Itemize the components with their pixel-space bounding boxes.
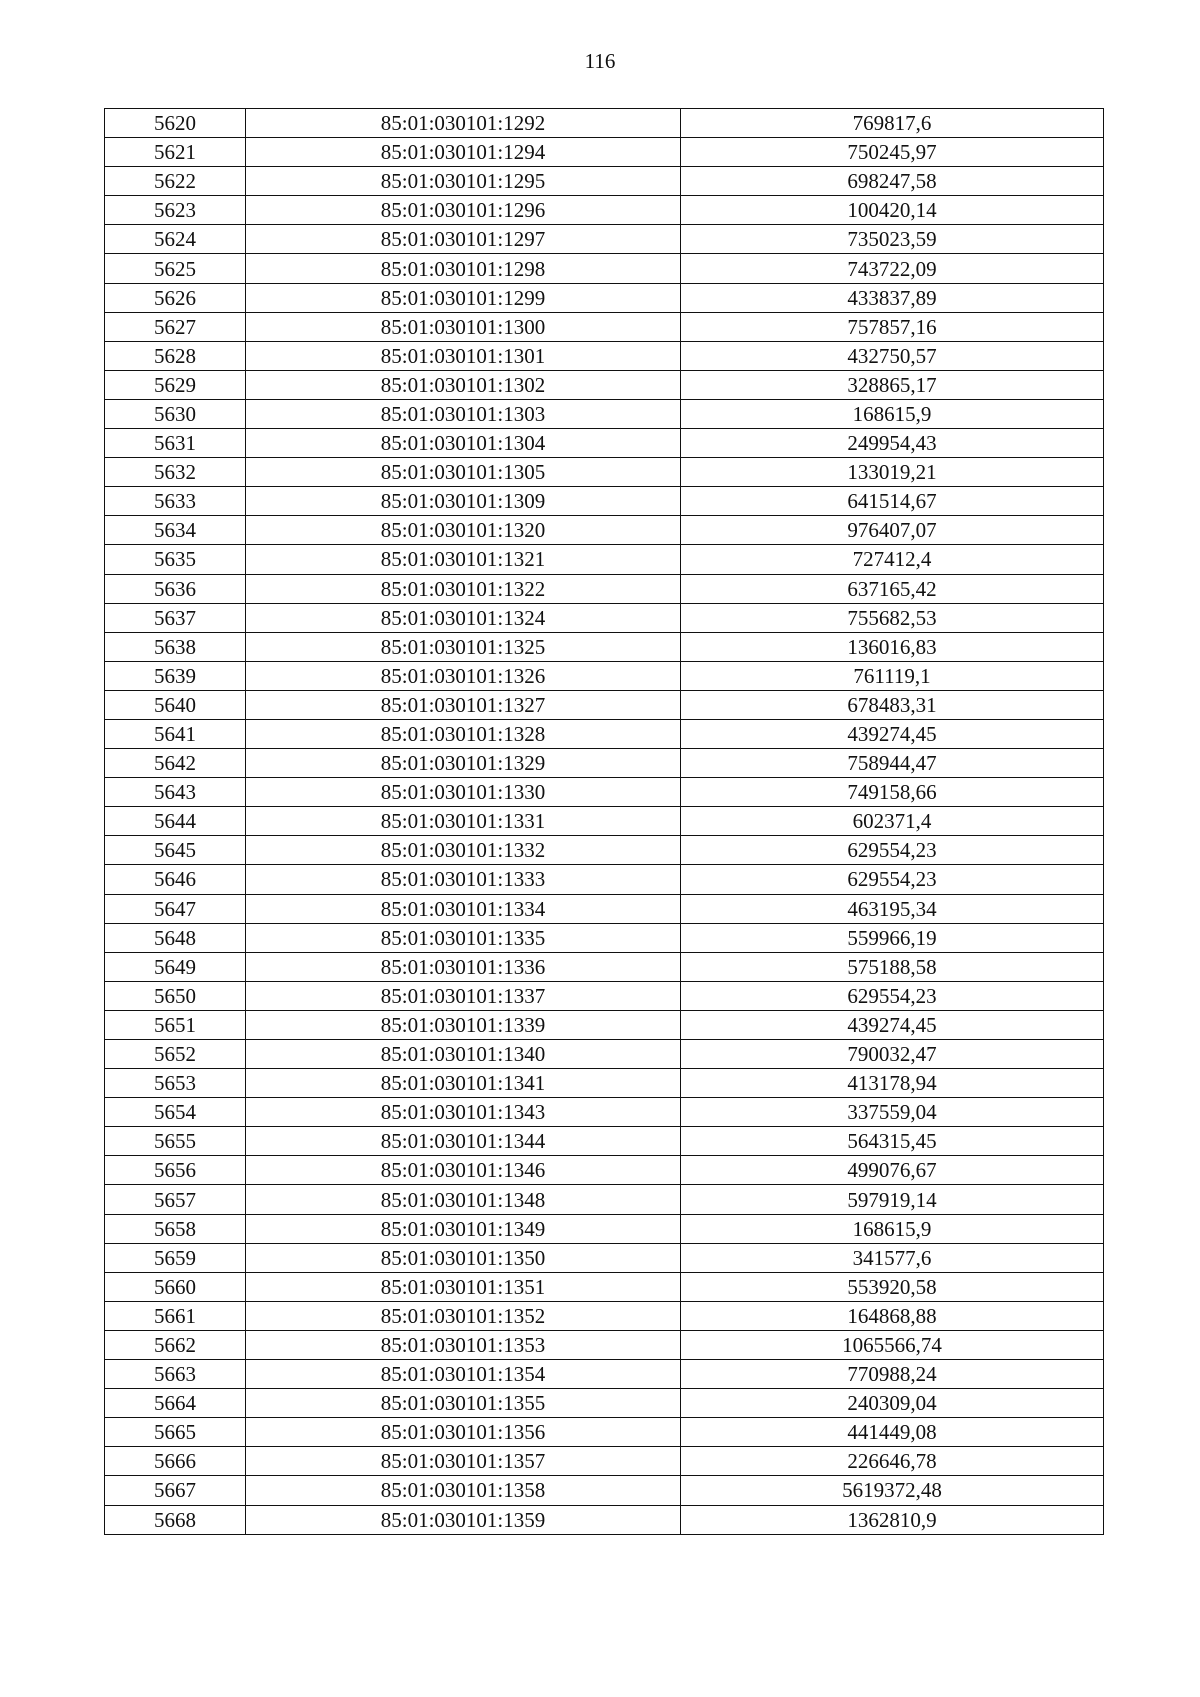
row-number-cell: 5647 (105, 894, 246, 923)
cadastral-number-cell: 85:01:030101:1302 (246, 370, 681, 399)
row-number-cell: 5658 (105, 1214, 246, 1243)
cadastral-number-cell: 85:01:030101:1330 (246, 778, 681, 807)
table-row (105, 312, 1104, 341)
cadastral-number-cell: 85:01:030101:1340 (246, 1040, 681, 1069)
cadastral-value-cell: 976407,07 (681, 516, 1104, 545)
table-row (105, 487, 1104, 516)
cadastral-number-cell: 85:01:030101:1297 (246, 225, 681, 254)
table-row (105, 719, 1104, 748)
row-number-cell: 5633 (105, 487, 246, 516)
table-body (105, 109, 1104, 1535)
table-row (105, 690, 1104, 719)
cadastral-number-cell: 85:01:030101:1349 (246, 1214, 681, 1243)
table-row (105, 254, 1104, 283)
cadastral-number-cell: 85:01:030101:1354 (246, 1360, 681, 1389)
cadastral-number-cell: 85:01:030101:1295 (246, 167, 681, 196)
row-number-cell: 5660 (105, 1272, 246, 1301)
cadastral-number-cell: 85:01:030101:1353 (246, 1330, 681, 1359)
table-row (105, 778, 1104, 807)
cadastral-number-cell: 85:01:030101:1329 (246, 749, 681, 778)
cadastral-number-cell: 85:01:030101:1334 (246, 894, 681, 923)
row-number-cell: 5649 (105, 952, 246, 981)
table-row (105, 109, 1104, 138)
cadastral-number-cell: 85:01:030101:1322 (246, 574, 681, 603)
cadastral-value-cell: 432750,57 (681, 341, 1104, 370)
row-number-cell: 5635 (105, 545, 246, 574)
cadastral-value-cell: 168615,9 (681, 1214, 1104, 1243)
cadastral-number-cell: 85:01:030101:1292 (246, 109, 681, 138)
cadastral-value-cell: 575188,58 (681, 952, 1104, 981)
page-number: 116 (584, 49, 616, 73)
cadastral-number-cell: 85:01:030101:1357 (246, 1447, 681, 1476)
table-row (105, 138, 1104, 167)
row-number-cell: 5626 (105, 283, 246, 312)
row-number-cell: 5641 (105, 719, 246, 748)
cadastral-number-cell: 85:01:030101:1299 (246, 283, 681, 312)
cadastral-number-cell: 85:01:030101:1327 (246, 690, 681, 719)
row-number-cell: 5627 (105, 312, 246, 341)
table-row (105, 545, 1104, 574)
cadastral-value-table (104, 108, 1104, 1535)
row-number-cell: 5659 (105, 1243, 246, 1272)
cadastral-value-cell: 629554,23 (681, 836, 1104, 865)
row-number-cell: 5631 (105, 429, 246, 458)
cadastral-number-cell: 85:01:030101:1294 (246, 138, 681, 167)
cadastral-value-cell: 698247,58 (681, 167, 1104, 196)
cadastral-value-cell: 735023,59 (681, 225, 1104, 254)
cadastral-number-cell: 85:01:030101:1304 (246, 429, 681, 458)
cadastral-number-cell: 85:01:030101:1303 (246, 399, 681, 428)
cadastral-value-cell: 637165,42 (681, 574, 1104, 603)
cadastral-number-cell: 85:01:030101:1309 (246, 487, 681, 516)
cadastral-number-cell: 85:01:030101:1305 (246, 458, 681, 487)
table-row (105, 429, 1104, 458)
table-row (105, 749, 1104, 778)
cadastral-value-cell: 337559,04 (681, 1098, 1104, 1127)
table-row (105, 807, 1104, 836)
cadastral-number-cell: 85:01:030101:1321 (246, 545, 681, 574)
row-number-cell: 5648 (105, 923, 246, 952)
cadastral-number-cell: 85:01:030101:1320 (246, 516, 681, 545)
table-row (105, 341, 1104, 370)
table-row (105, 1040, 1104, 1069)
row-number-cell: 5650 (105, 981, 246, 1010)
cadastral-number-cell: 85:01:030101:1358 (246, 1476, 681, 1505)
row-number-cell: 5630 (105, 399, 246, 428)
cadastral-number-cell: 85:01:030101:1341 (246, 1069, 681, 1098)
table-row (105, 1098, 1104, 1127)
cadastral-value-cell: 641514,67 (681, 487, 1104, 516)
table-row (105, 399, 1104, 428)
cadastral-value-cell: 1065566,74 (681, 1330, 1104, 1359)
cadastral-value-cell: 770988,24 (681, 1360, 1104, 1389)
row-number-cell: 5657 (105, 1185, 246, 1214)
cadastral-number-cell: 85:01:030101:1331 (246, 807, 681, 836)
cadastral-number-cell: 85:01:030101:1333 (246, 865, 681, 894)
table-row (105, 1272, 1104, 1301)
table-row (105, 632, 1104, 661)
cadastral-number-cell: 85:01:030101:1332 (246, 836, 681, 865)
row-number-cell: 5637 (105, 603, 246, 632)
cadastral-value-cell: 755682,53 (681, 603, 1104, 632)
cadastral-value-cell: 553920,58 (681, 1272, 1104, 1301)
row-number-cell: 5666 (105, 1447, 246, 1476)
cadastral-number-cell: 85:01:030101:1359 (246, 1505, 681, 1534)
cadastral-number-cell: 85:01:030101:1335 (246, 923, 681, 952)
row-number-cell: 5632 (105, 458, 246, 487)
cadastral-number-cell: 85:01:030101:1356 (246, 1418, 681, 1447)
cadastral-value-cell: 133019,21 (681, 458, 1104, 487)
cadastral-number-cell: 85:01:030101:1343 (246, 1098, 681, 1127)
cadastral-value-cell: 5619372,48 (681, 1476, 1104, 1505)
row-number-cell: 5623 (105, 196, 246, 225)
row-number-cell: 5636 (105, 574, 246, 603)
cadastral-value-cell: 757857,16 (681, 312, 1104, 341)
table-row (105, 1447, 1104, 1476)
row-number-cell: 5634 (105, 516, 246, 545)
row-number-cell: 5654 (105, 1098, 246, 1127)
cadastral-value-cell: 100420,14 (681, 196, 1104, 225)
cadastral-value-cell: 439274,45 (681, 719, 1104, 748)
row-number-cell: 5664 (105, 1389, 246, 1418)
table-row (105, 1243, 1104, 1272)
cadastral-number-cell: 85:01:030101:1339 (246, 1010, 681, 1039)
row-number-cell: 5640 (105, 690, 246, 719)
cadastral-number-cell: 85:01:030101:1352 (246, 1301, 681, 1330)
table-row (105, 167, 1104, 196)
row-number-cell: 5624 (105, 225, 246, 254)
cadastral-number-cell: 85:01:030101:1296 (246, 196, 681, 225)
cadastral-value-cell: 597919,14 (681, 1185, 1104, 1214)
table-row (105, 370, 1104, 399)
cadastral-value-cell: 249954,43 (681, 429, 1104, 458)
row-number-cell: 5639 (105, 661, 246, 690)
row-number-cell: 5629 (105, 370, 246, 399)
table-row (105, 1360, 1104, 1389)
cadastral-value-cell: 413178,94 (681, 1069, 1104, 1098)
table-row (105, 865, 1104, 894)
row-number-cell: 5668 (105, 1505, 246, 1534)
cadastral-number-cell: 85:01:030101:1328 (246, 719, 681, 748)
table-row (105, 1476, 1104, 1505)
cadastral-value-cell: 678483,31 (681, 690, 1104, 719)
cadastral-value-cell: 499076,67 (681, 1156, 1104, 1185)
cadastral-number-cell: 85:01:030101:1344 (246, 1127, 681, 1156)
table-row (105, 1069, 1104, 1098)
cadastral-value-cell: 439274,45 (681, 1010, 1104, 1039)
row-number-cell: 5638 (105, 632, 246, 661)
cadastral-value-cell: 341577,6 (681, 1243, 1104, 1272)
cadastral-number-cell: 85:01:030101:1298 (246, 254, 681, 283)
cadastral-value-cell: 463195,34 (681, 894, 1104, 923)
table-row (105, 836, 1104, 865)
table-row (105, 574, 1104, 603)
cadastral-value-cell: 769817,6 (681, 109, 1104, 138)
cadastral-value-cell: 790032,47 (681, 1040, 1104, 1069)
row-number-cell: 5643 (105, 778, 246, 807)
cadastral-number-cell: 85:01:030101:1355 (246, 1389, 681, 1418)
table-row (105, 1330, 1104, 1359)
row-number-cell: 5642 (105, 749, 246, 778)
cadastral-value-cell: 168615,9 (681, 399, 1104, 428)
cadastral-number-cell: 85:01:030101:1301 (246, 341, 681, 370)
cadastral-value-cell: 136016,83 (681, 632, 1104, 661)
cadastral-number-cell: 85:01:030101:1324 (246, 603, 681, 632)
table-row (105, 458, 1104, 487)
table-row (105, 1010, 1104, 1039)
table-row (105, 661, 1104, 690)
cadastral-value-cell: 750245,97 (681, 138, 1104, 167)
row-number-cell: 5622 (105, 167, 246, 196)
cadastral-value-cell: 761119,1 (681, 661, 1104, 690)
table-row (105, 516, 1104, 545)
row-number-cell: 5665 (105, 1418, 246, 1447)
row-number-cell: 5644 (105, 807, 246, 836)
table-row (105, 981, 1104, 1010)
row-number-cell: 5656 (105, 1156, 246, 1185)
cadastral-value-cell: 164868,88 (681, 1301, 1104, 1330)
cadastral-number-cell: 85:01:030101:1337 (246, 981, 681, 1010)
cadastral-value-cell: 240309,04 (681, 1389, 1104, 1418)
row-number-cell: 5662 (105, 1330, 246, 1359)
cadastral-value-cell: 226646,78 (681, 1447, 1104, 1476)
table-row (105, 1127, 1104, 1156)
table-row (105, 1185, 1104, 1214)
row-number-cell: 5621 (105, 138, 246, 167)
row-number-cell: 5653 (105, 1069, 246, 1098)
cadastral-value-cell: 602371,4 (681, 807, 1104, 836)
cadastral-number-cell: 85:01:030101:1336 (246, 952, 681, 981)
cadastral-value-cell: 433837,89 (681, 283, 1104, 312)
table-row (105, 196, 1104, 225)
row-number-cell: 5628 (105, 341, 246, 370)
row-number-cell: 5663 (105, 1360, 246, 1389)
cadastral-value-cell: 564315,45 (681, 1127, 1104, 1156)
table-row (105, 1301, 1104, 1330)
row-number-cell: 5645 (105, 836, 246, 865)
cadastral-number-cell: 85:01:030101:1350 (246, 1243, 681, 1272)
table-row (105, 1505, 1104, 1534)
table-row (105, 603, 1104, 632)
row-number-cell: 5620 (105, 109, 246, 138)
table-row (105, 1156, 1104, 1185)
table-row (105, 1389, 1104, 1418)
table-row (105, 952, 1104, 981)
table-row (105, 1214, 1104, 1243)
cadastral-value-cell: 758944,47 (681, 749, 1104, 778)
cadastral-value-cell: 727412,4 (681, 545, 1104, 574)
table-row (105, 283, 1104, 312)
table-row (105, 894, 1104, 923)
table-row (105, 1418, 1104, 1447)
cadastral-value-cell: 743722,09 (681, 254, 1104, 283)
cadastral-value-cell: 559966,19 (681, 923, 1104, 952)
cadastral-value-cell: 749158,66 (681, 778, 1104, 807)
cadastral-number-cell: 85:01:030101:1300 (246, 312, 681, 341)
cadastral-value-cell: 629554,23 (681, 981, 1104, 1010)
row-number-cell: 5655 (105, 1127, 246, 1156)
cadastral-value-cell: 629554,23 (681, 865, 1104, 894)
row-number-cell: 5651 (105, 1010, 246, 1039)
cadastral-number-cell: 85:01:030101:1348 (246, 1185, 681, 1214)
row-number-cell: 5667 (105, 1476, 246, 1505)
cadastral-value-cell: 1362810,9 (681, 1505, 1104, 1534)
row-number-cell: 5625 (105, 254, 246, 283)
table-row (105, 923, 1104, 952)
cadastral-number-cell: 85:01:030101:1325 (246, 632, 681, 661)
table-row (105, 225, 1104, 254)
cadastral-number-cell: 85:01:030101:1346 (246, 1156, 681, 1185)
cadastral-value-cell: 328865,17 (681, 370, 1104, 399)
row-number-cell: 5652 (105, 1040, 246, 1069)
cadastral-value-cell: 441449,08 (681, 1418, 1104, 1447)
cadastral-number-cell: 85:01:030101:1326 (246, 661, 681, 690)
row-number-cell: 5646 (105, 865, 246, 894)
cadastral-number-cell: 85:01:030101:1351 (246, 1272, 681, 1301)
row-number-cell: 5661 (105, 1301, 246, 1330)
